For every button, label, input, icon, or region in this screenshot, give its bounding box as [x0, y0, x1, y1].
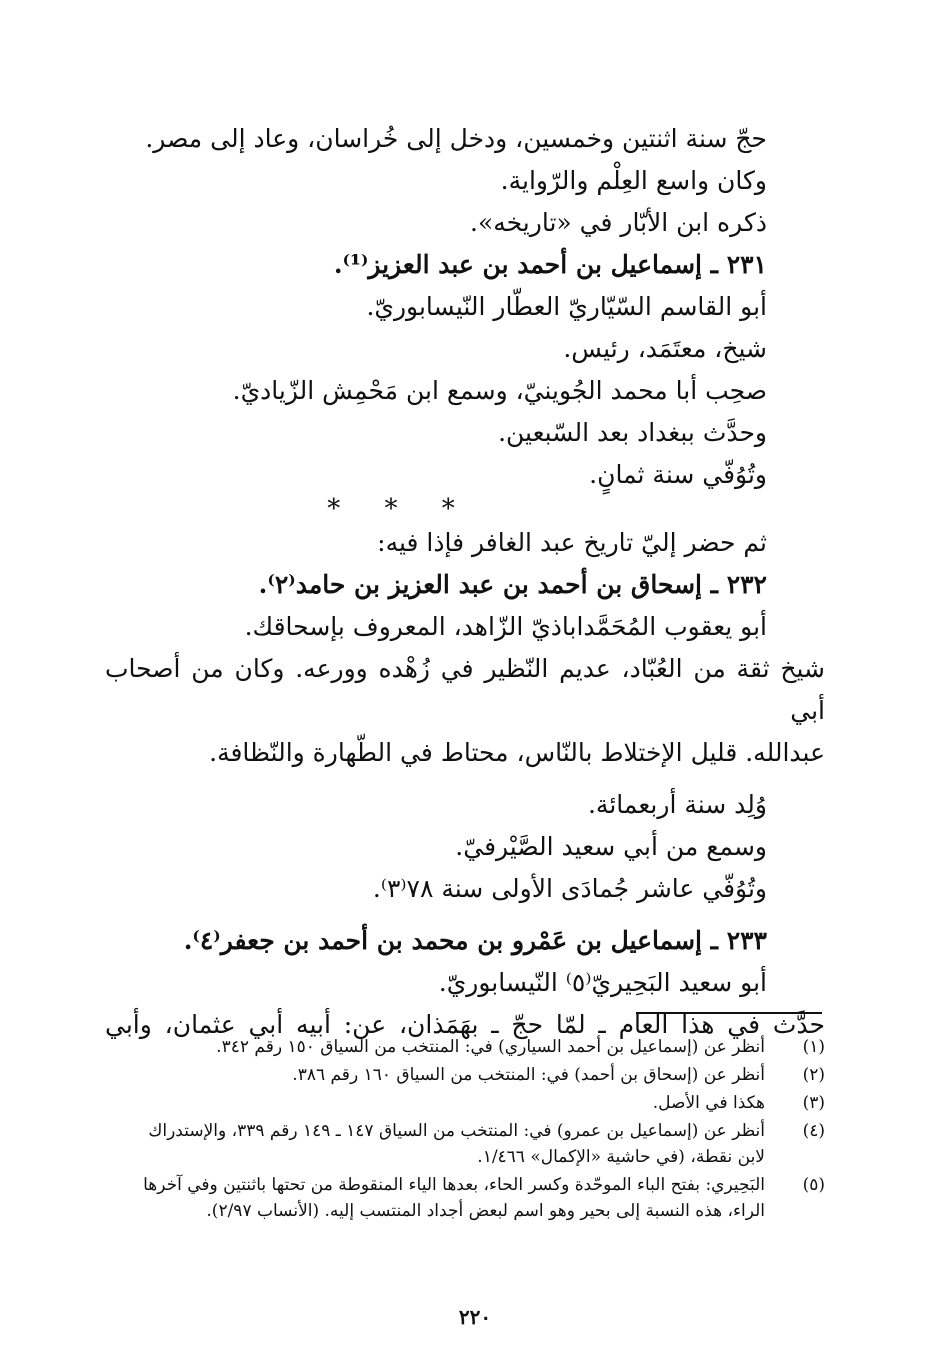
paragraph-gap: [105, 774, 825, 784]
footnote-body: [105, 1034, 765, 1060]
text-line: أبو يعقوب المُحَمَّداباذيّ الزّاهد، المعروف بإسحاقك.: [244, 612, 767, 641]
entry-heading-232: ٢٣٢ ـ إسحاق بن أحمد بن عبد العزيز بن حامد⁽٢⁾.: [258, 570, 767, 599]
footnote-separator: [636, 1012, 822, 1014]
text-line: وكان واسع العِلْم والرّواية.: [500, 166, 767, 195]
text-line: وتُوُفّي عاشر جُمادَى الأولى سنة ٧٨⁽٣⁾.: [372, 874, 767, 903]
text-line: عبدالله. قليل الإختلاط بالنّاس، محتاط في الطّهارة والنّظافة.: [209, 738, 825, 767]
text-line: وسمع من أبي سعيد الصَّيْرفيّ.: [455, 832, 767, 861]
footnote-1: [105, 1034, 825, 1060]
footnote-number: (٤): [802, 1121, 825, 1141]
text-line: أبو القاسم السّيّاريّ العطّار النّيسابوريّ.: [366, 292, 767, 321]
text-line: أبو سعيد البَحِيريّ⁽٥⁾ النّيسابوريّ.: [438, 968, 767, 997]
text-line: وُلِد سنة أربعمائة.: [587, 790, 767, 819]
footnote-body: [105, 1172, 765, 1224]
footnote-number: (٣): [802, 1093, 825, 1113]
text-line: ثم حضر إليّ تاريخ عبد الغافر فإذا فيه:: [377, 528, 767, 557]
footnote-line: هكذا في الأصل.: [652, 1093, 765, 1113]
entry-heading-233: ٢٣٣ ـ إسماعيل بن عَمْرو بن محمد بن أحمد بن جعفر⁽٤⁾.: [183, 926, 767, 955]
footnote-line: أنظر عن (إسحاق بن أحمد) في: المنتخب من السياق ١٦٠ رقم ٣٨٦.: [292, 1065, 765, 1085]
footnote-2: [105, 1062, 825, 1088]
footnote-line: أنظر عن (إسماعيل بن عمرو) في: المنتخب من السياق ١٤٧ ـ ١٤٩ رقم ٣٣٩، والإستدراك: [148, 1121, 765, 1141]
footnote-5: [105, 1172, 825, 1224]
footnote-number: (١): [802, 1037, 825, 1057]
page-number: ٢٢٠: [458, 1305, 492, 1329]
text-line: حجّ سنة اثنتين وخمسين، ودخل إلى خُراسان، وعاد إلى مصر.: [145, 124, 767, 153]
footnotes: [105, 1034, 825, 1226]
footnote-line: البَحِيري: بفتح الباء الموحّدة وكسر الحاء، بعدها الياء المنقوطة من تحتها باثنتين وفي آخرها: [143, 1175, 765, 1195]
entry-heading-231: ٢٣١ ـ إسماعيل بن أحمد بن عبد العزيز⁽¹⁾.: [333, 250, 767, 279]
text-line: حدَّث في هذا العام ـ لمّا حجّ ـ بهَمَذان، عن: أبيه أبي عثمان، وأبي: [105, 1010, 825, 1039]
footnote-line: الراء، هذه النسبة إلى بحير وهو اسم لبعض أجداد المنتسب إليه. (الأنساب ٢/٩٧).: [206, 1201, 765, 1221]
footnote-line: أنظر عن (إسماعيل بن أحمد السياري) في: المنتخب من السياق ١٥٠ رقم ٣٤٢.: [216, 1037, 765, 1057]
text-line: وتُوُفّي سنة ثمانٍ.: [589, 460, 767, 489]
text-line: شيخ ثقة من العُبّاد، عديم النّظير في زُهْده وورعه. وكان من أصحاب أبي: [105, 654, 825, 725]
footnote-4: [105, 1118, 825, 1170]
text-line: صحِب أبا محمد الجُوينيّ، وسمع ابن مَحْمِش الزّياديّ.: [232, 376, 767, 405]
footnote-3: [105, 1090, 825, 1116]
footnote-number: (٥): [802, 1175, 825, 1195]
text-line: ذكره ابن الأبّار في «تاريخه».: [470, 208, 767, 237]
footnote-number: (٢): [802, 1065, 825, 1085]
section-divider-stars: * * *: [327, 494, 473, 524]
main-text: [105, 118, 825, 1046]
footnote-body: [105, 1062, 765, 1088]
footnote-line: لابن نقطة، (في حاشية «الإكمال» ١/٤٦٦.: [477, 1147, 765, 1167]
text-line: وحدَّث ببغداد بعد السّبعين.: [498, 418, 767, 447]
footnote-body: [105, 1118, 765, 1170]
paragraph-gap: [105, 910, 825, 920]
text-line: شيخ، معتَمَد، رئيس.: [563, 334, 767, 363]
footnote-body: [105, 1090, 765, 1116]
